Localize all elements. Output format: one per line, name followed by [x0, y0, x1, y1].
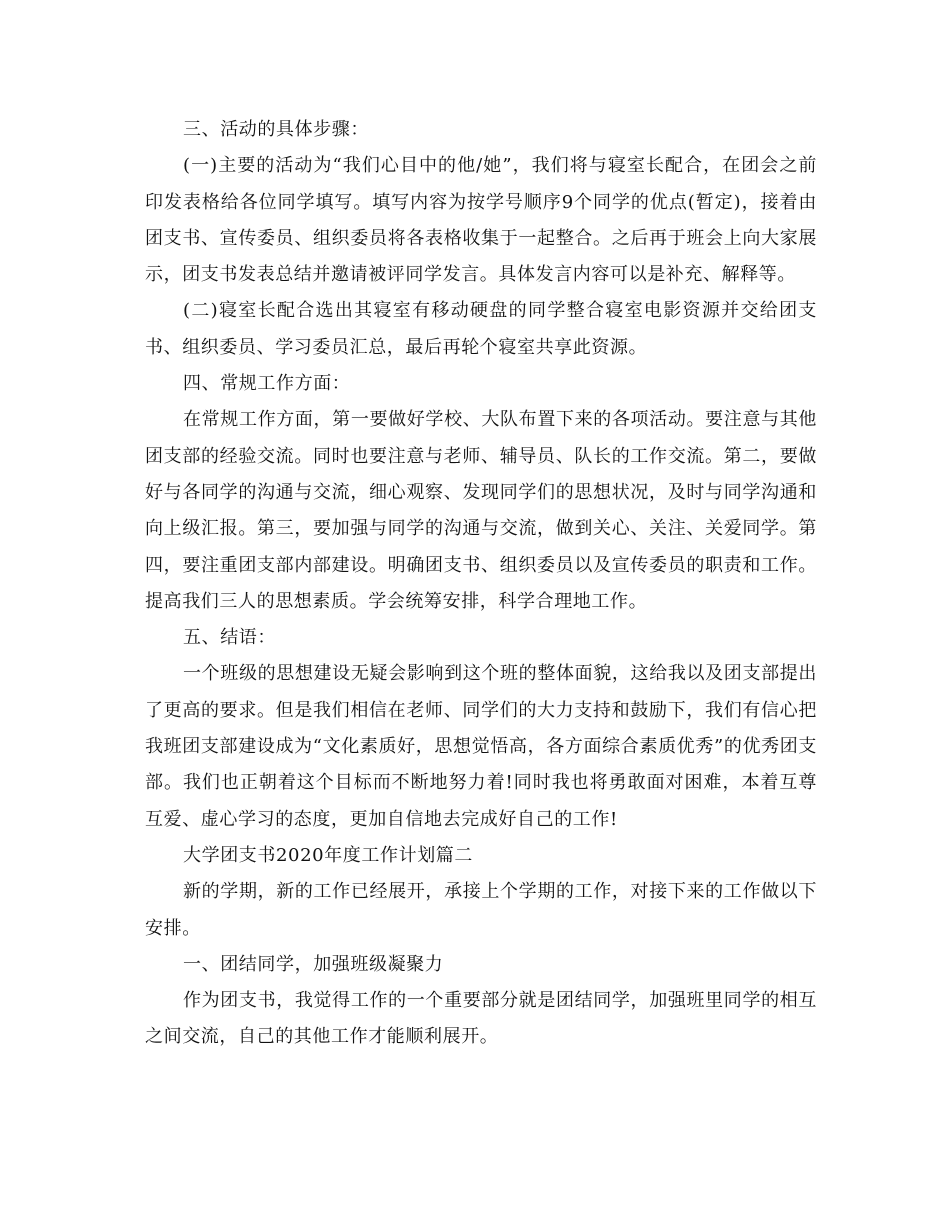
section-heading-routine: 四、常规工作方面：	[183, 373, 351, 395]
section-heading-conclusion: 五、结语：	[183, 627, 276, 649]
document-body	[145, 112, 817, 1056]
paragraph-unity: 作为团支书，我觉得工作的一个重要部分就是团结同学，加强班里同学的相互之间交流，自己的其他工作才能顺利展开。	[145, 990, 817, 1048]
paragraph-activity-one: (一)主要的活动为“我们心目中的他/她”，我们将与寝室长配合，在团会之前印发表格给各位同学填写。填写内容为按学号顺序9个同学的优点(暂定)，接着由团支书、宣传委员、组织委员将各表格收集于一起整合。之后再于班会上向大家展示，团支书发表总结并邀请被评同学发言。具体发言内容可以是补充、解释等。	[145, 155, 817, 286]
section-heading-unity: 一、团结同学，加强班级凝聚力	[183, 953, 444, 975]
article-title-part-two: 大学团支书2020年度工作计划篇二	[183, 844, 474, 866]
section-heading-steps: 三、活动的具体步骤：	[183, 119, 369, 140]
paragraph-conclusion: 一个班级的思想建设无疑会影响到这个班的整体面貌，这给我以及团支部提出了更高的要求。但是我们相信在老师、同学们的大力支持和鼓励下，我们有信心把我班团支部建设成为“文化素质好，思想觉悟高，各方面综合素质优秀”的优秀团支部。我们也正朝着这个目标而不断地努力着!同时我也将勇敢面对困难，本着互尊互爱、虚心学习的态度，更加自信地去完成好自己的工作!	[145, 663, 817, 830]
paragraph-intro-part-two: 新的学期，新的工作已经展开，承接上个学期的工作，对接下来的工作做以下安排。	[145, 881, 817, 939]
paragraph-activity-two: (二)寝室长配合选出其寝室有移动硬盘的同学整合寝室电影资源并交给团支书、组织委员、学习委员汇总，最后再轮个寝室共享此资源。	[145, 300, 817, 358]
paragraph-routine-work: 在常规工作方面，第一要做好学校、大队布置下来的各项活动。要注意与其他团支部的经验交流。同时也要注意与老师、辅导员、队长的工作交流。第二，要做好与各同学的沟通与交流，细心观察、发现同学们的思想状况，及时与同学沟通和向上级汇报。第三，要加强与同学的沟通与交流，做到关心、关注、关爱同学。第四，要注重团支部内部建设。明确团支书、组织委员以及宣传委员的职责和工作。提高我们三人的思想素质。学会统筹安排，科学合理地工作。	[145, 409, 817, 612]
